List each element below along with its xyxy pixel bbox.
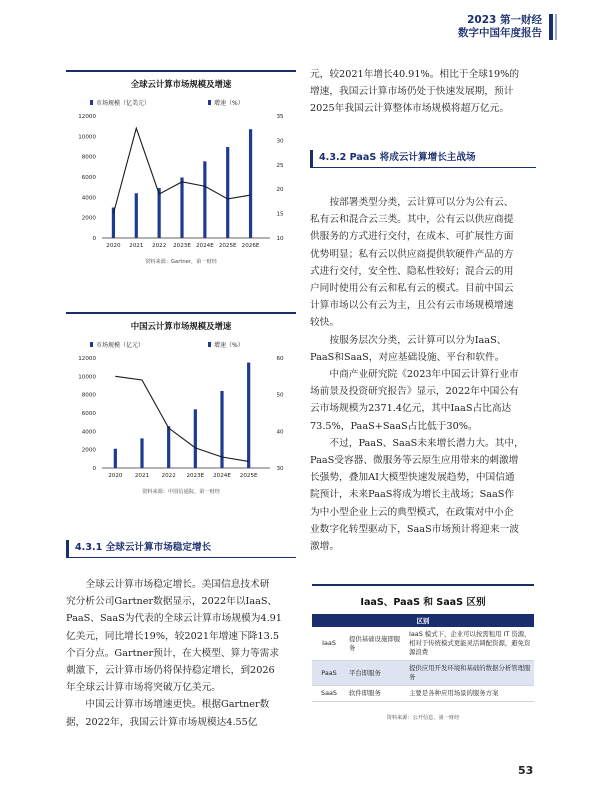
y-right-tick-label: 15 (276, 211, 284, 218)
row-service: 软件即服务 (346, 686, 406, 702)
text-line: PaaS和SaaS，对应基础设施、平台和软件。 (310, 351, 505, 363)
iaas-paas-saas-table-box (312, 584, 534, 721)
y-left-tick-label: 8000 (81, 392, 96, 399)
y-left-tick-label: 0 (92, 236, 96, 242)
table-source: 资料来源：公开信息，第一财经 (386, 715, 460, 721)
comparison-table (312, 614, 534, 702)
y-left-tick-label: 2000 (81, 447, 96, 454)
china-cloud-chart (66, 312, 296, 497)
x-tick-label: 2024E (195, 243, 214, 249)
row-name: PaaS (312, 661, 346, 686)
text-line: 供服务的方式进行交付，在成本、可扩展性方面 (310, 231, 514, 243)
legend-bar-label: 市场规模（亿元） (96, 342, 145, 349)
text-line: 刺激下，云计算市场仍将保持稳定增长，到2026 (66, 665, 275, 677)
y-left-tick-label: 4000 (81, 429, 96, 436)
text-line: 不过，PaaS、SaaS未来增长潜力大。其中， (329, 437, 524, 449)
row-desc: IaaS 模式下，企业可以按需租用 IT 资源，相对于传统模式更能灵活调配资源，避免资源浪费 (406, 627, 534, 661)
y-right-tick-label: 20 (276, 187, 284, 194)
bar (135, 193, 138, 238)
legend-line-label: 增速（%） (214, 342, 244, 349)
y-right-tick-label: 60 (276, 356, 284, 362)
row-service: 平台即服务 (346, 661, 406, 686)
table-header: 区别 (312, 614, 534, 627)
text-line: 较快。 (310, 317, 340, 329)
chart-title: 中国云计算市场规模及增速 (130, 321, 232, 331)
legend-bar-label: 市场规模（亿美元） (96, 100, 151, 107)
bar (226, 147, 229, 238)
legend-bar-swatch (90, 100, 93, 105)
paragraph (310, 366, 536, 435)
text-line: 73.5%，PaaS+SaaS占比低于30%。 (310, 420, 478, 432)
y-right-tick-label: 40 (276, 429, 284, 436)
paragraph (310, 435, 536, 555)
china-cloud-chart-svg (66, 332, 296, 490)
row-desc: 主要是各种应用场景的服务方案 (406, 686, 534, 702)
bar (247, 363, 250, 468)
bar (158, 188, 161, 238)
x-tick-label: 2021 (134, 473, 150, 479)
y-right-tick-label: 35 (276, 114, 284, 120)
text-line: 年全球云计算市场将突破万亿美元。 (66, 682, 221, 694)
global-cloud-chart (66, 70, 296, 268)
text-line: 据，2022年，我国云计算市场规模达4.55亿 (66, 716, 258, 728)
right-top-text (310, 66, 536, 118)
text-line: 激增。 (310, 541, 340, 553)
text-line: 私有云和混合云三类。其中，公有云以供应商提 (310, 214, 514, 226)
text-line: 2025年我国云计算整体市场规模将超万亿元。 (310, 103, 510, 115)
text-line: 按部署类型分类，云计算可以分为公有云、 (329, 197, 514, 208)
text-line: 式进行交付，安全性、隐私性较好；混合云的用 (310, 265, 514, 277)
header-subtitle: 数字中国年度报告 (458, 27, 542, 39)
legend-line-label: 增速（%） (214, 100, 244, 107)
section-heading-4-3-2: 4.3.2 PaaS 将成云计算增长主战场 (310, 150, 536, 168)
text-line: 户同时使用公有云和私有云的模式。目前中国云 (310, 283, 514, 295)
legend-line-swatch (208, 100, 211, 105)
chart-title: 全球云计算市场规模及增速 (130, 79, 232, 89)
text-line: 计算市场以公有云为主，且公有云市场规模增速 (310, 300, 514, 312)
y-left-tick-label: 12000 (78, 356, 96, 362)
growth-line (115, 376, 248, 461)
table-row (312, 686, 534, 702)
y-left-tick-label: 12000 (78, 114, 96, 120)
header-accent-bar (549, 14, 553, 40)
text-line: 长强势，叠加AI大模型快速发展趋势，中国信通 (310, 472, 515, 484)
text-line: 增速，我国云计算市场仍处于快速发展期，预计 (310, 86, 514, 98)
x-tick-label: 2025E (218, 243, 237, 249)
text-line: 为中小型企业上云的典型模式，在政策对中小企 (310, 506, 514, 518)
legend-bar-swatch (90, 342, 93, 347)
page-number: 53 (518, 764, 534, 777)
y-right-tick-label: 50 (276, 392, 284, 399)
x-tick-label: 2022 (152, 243, 167, 249)
text-line: 按服务层次分类，云计算可以分为IaaS、 (329, 334, 507, 346)
text-line: PaaS、SaaS为代表的全球云计算市场规模为4.91 (66, 613, 282, 625)
right-body-text (310, 194, 536, 555)
y-right-tick-label: 30 (276, 466, 284, 472)
row-service: 提供基础设施即服务 (346, 627, 406, 661)
y-left-tick-label: 4000 (81, 195, 96, 202)
y-left-tick-label: 6000 (81, 175, 96, 181)
x-tick-label: 2026E (241, 243, 260, 249)
section-heading-4-3-1: 4.3.1 全球云计算市场稳定增长 (66, 540, 296, 558)
text-line: 元，较2021年增长40.91%。相比于全球19%的 (310, 69, 520, 80)
bar (203, 161, 206, 238)
row-desc: 提供应用开发环境和基础的数据分析管理服务 (406, 661, 534, 686)
x-tick-label: 2020 (108, 473, 123, 479)
bar (180, 178, 183, 238)
left-body-text (66, 576, 296, 731)
row-name: SaaS (312, 686, 346, 702)
x-tick-label: 2025E (239, 473, 258, 479)
running-header (458, 14, 542, 40)
table-row (312, 627, 534, 661)
x-tick-label: 2023E (186, 473, 205, 479)
y-left-tick-label: 10000 (78, 374, 96, 381)
y-left-tick-label: 10000 (78, 134, 96, 141)
bar (114, 449, 117, 468)
header-accent-bar-thin (555, 14, 557, 40)
text-line: 云市场规模为2371.4亿元，其中IaaS占比高达 (310, 403, 512, 415)
bar (140, 438, 143, 468)
paragraph (66, 696, 296, 730)
chart-source: 资料来源：中国信通院，第一财经 (142, 489, 220, 495)
x-tick-label: 2024E (213, 473, 231, 479)
text-line: 院预计，未来PaaS将成为增长主战场；SaaS作 (310, 489, 515, 501)
text-line: 个百分点。Gartner预计，在大模型、算力等需求 (66, 647, 280, 659)
bar (167, 426, 170, 468)
paragraph-continuation (310, 66, 536, 118)
header-title: 2023 第一财经 (467, 14, 542, 26)
paragraph (310, 332, 536, 366)
text-line: 全球云计算市场稳定增长。美国信息技术研 (85, 579, 270, 590)
text-line: 优势明显；私有云以供应商提供软硬件产品的方 (310, 248, 514, 260)
row-name: IaaS (312, 627, 346, 661)
y-left-tick-label: 6000 (81, 411, 96, 417)
x-tick-label: 2020 (106, 243, 121, 249)
y-right-tick-label: 30 (276, 138, 284, 145)
y-left-tick-label: 2000 (81, 215, 96, 222)
bar (249, 129, 252, 238)
y-right-tick-label: 25 (276, 162, 284, 169)
x-tick-label: 2023E (173, 243, 191, 249)
text-line: 中国云计算市场增速更快。根据Gartner数 (85, 699, 270, 711)
global-cloud-chart-svg (66, 90, 296, 260)
table-row (312, 661, 534, 686)
text-line: 业数字化转型驱动下，SaaS市场预计将迎来一波 (310, 523, 519, 535)
text-line: 中商产业研究院《2023年中国云计算行业市 (329, 369, 519, 381)
chart-source: 资料来源：Gartner，第一财经 (145, 259, 217, 265)
text-line: 亿美元，同比增长19%，较2021年增速下降13.5 (66, 630, 280, 642)
text-line: 究分析公司Gartner数据显示，2022年以IaaS、 (66, 596, 278, 608)
x-tick-label: 2021 (129, 243, 144, 249)
text-line: PaaS受容器、微服务等云原生应用带来的刺激增 (310, 455, 519, 467)
table-title: IaaS、PaaS 和 SaaS 区别 (360, 597, 486, 608)
paragraph (310, 194, 536, 332)
y-left-tick-label: 0 (92, 466, 96, 472)
y-right-tick-label: 10 (276, 236, 284, 242)
bar (194, 409, 197, 468)
legend-line-swatch (208, 342, 211, 347)
text-line: 场前景及投资研究报告》显示，2022年中国公有 (310, 386, 519, 398)
y-left-tick-label: 8000 (81, 154, 96, 161)
paragraph (66, 576, 296, 696)
x-tick-label: 2022 (161, 473, 176, 479)
